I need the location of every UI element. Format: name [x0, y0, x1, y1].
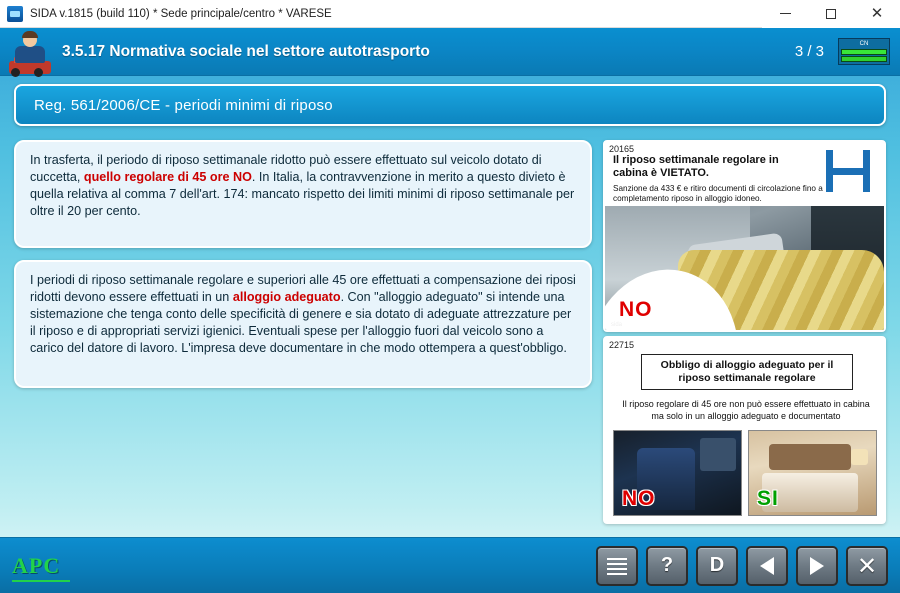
- panel-1-text-part1: In trasferta, il periodo di riposo settimanale ridotto può essere effettuato sul veicolo dotato di cuccetta,: [30, 153, 542, 184]
- question-mark-icon: ?: [660, 554, 674, 576]
- connection-indicator: [838, 38, 890, 65]
- illustration-2-no-badge: NO: [622, 487, 656, 510]
- app-icon: [7, 6, 23, 22]
- close-icon: ✕: [856, 551, 878, 580]
- panel-1-text-part2: . In Italia, la contravvenzione in merito a questo divieto è quella relativa al comma 7 dell'art. 174: mancato rispetto dei limiti minimi di riposo settimanale per oltre il 20 per cento.: [30, 170, 575, 218]
- illustration-1-title: Il riposo settimanale regolare in cabina è VIETATO.: [613, 154, 779, 179]
- illustration-1-subtitle: Sanzione da 433 € e ritiro documenti di circolazione fino a completamento riposo in alloggio idoneo.: [613, 184, 823, 203]
- illustration-2-subtitle: Il riposo regolare di 45 ore non può essere effettuato in cabina ma solo in un alloggio adeguato e documentato: [622, 399, 870, 421]
- panel-2-text-part1: I periodi di riposo settimanale regolare e superiori alle 45 ore effettuati a compensazione dei riposi ridotti devono essere effettuati in un: [30, 273, 576, 304]
- illustration-2-bedroom-photo: [748, 430, 877, 516]
- illustration-2-code: 22715: [609, 340, 635, 350]
- footer-bar: [0, 537, 900, 593]
- illustration-card-1[interactable]: [603, 140, 886, 332]
- footer-buttons: [596, 546, 888, 586]
- illustration-1-header: [605, 142, 884, 206]
- minimize-icon: [780, 13, 791, 14]
- panel-2-text: [30, 272, 576, 357]
- window-title: SIDA v.1815 (build 110) * Sede principale/centro * VARESE: [30, 7, 332, 20]
- panel-2-text-part2: . Con "alloggio adeguato" si intende una sistemazione che tenga conto delle specificità di genere e sia dotato di adeguate attrezzature per il riposo e di appropriati servizi igienici. Eventuali spese per l'alloggio fuori dal veicolo sono a carico del datore di lavoro. L'impresa deve documentare in che modo ottempera a quest'obbligo.: [30, 290, 572, 355]
- previous-button[interactable]: [746, 546, 788, 586]
- minimize-button[interactable]: [762, 0, 808, 28]
- panel-2-highlight: alloggio adeguato: [232, 290, 341, 304]
- apc-logo: APC: [12, 552, 61, 578]
- list-icon: [607, 557, 627, 575]
- illustration-2-cabin-photo: [613, 430, 742, 516]
- illustration-2-si-badge: SI: [757, 487, 779, 510]
- signal-bar-1: [841, 49, 887, 55]
- triangle-right-icon: [810, 557, 824, 575]
- window-close-button[interactable]: [854, 0, 900, 28]
- triangle-left-icon: [760, 557, 774, 575]
- illustration-1-watermark: sida: [611, 322, 623, 328]
- bunk-prohibited-sign-icon: [822, 150, 874, 194]
- illustration-1-code: 20165: [609, 144, 635, 154]
- maximize-button[interactable]: [808, 0, 854, 28]
- help-button[interactable]: [646, 546, 688, 586]
- lesson-subtitle-bar: [14, 84, 886, 126]
- content-panel-2: [14, 260, 592, 388]
- content-panel-1: [14, 140, 592, 248]
- index-button[interactable]: [596, 546, 638, 586]
- instructor-avatar-icon: [4, 29, 56, 75]
- connection-label: CN: [859, 41, 869, 47]
- lesson-subtitle: Reg. 561/2006/CE - periodi minimi di riposo: [34, 96, 333, 114]
- next-button[interactable]: [796, 546, 838, 586]
- illustration-1-no-badge: NO: [619, 298, 653, 321]
- panel-1-highlight: quello regolare di 45 ore NO: [83, 170, 252, 184]
- header-bar: [0, 28, 900, 76]
- maximize-icon: [826, 9, 836, 19]
- signal-bar-2: [841, 56, 887, 62]
- illustration-card-2[interactable]: [603, 336, 886, 524]
- illustration-2-images: [613, 430, 877, 516]
- window-controls: [762, 0, 900, 28]
- page-title: 3.5.17 Normativa sociale nel settore autotrasporto: [62, 42, 430, 60]
- title-bar: [0, 0, 900, 28]
- panel-1-text: [30, 152, 576, 220]
- close-button[interactable]: [846, 546, 888, 586]
- page-counter: 3 / 3: [794, 43, 824, 60]
- letter-d-icon: D: [709, 554, 725, 576]
- illustration-2-title: Obbligo di alloggio adeguato per il riposo settimanale regolare: [641, 354, 853, 390]
- close-icon: ✕: [870, 4, 884, 22]
- dictionary-button[interactable]: [696, 546, 738, 586]
